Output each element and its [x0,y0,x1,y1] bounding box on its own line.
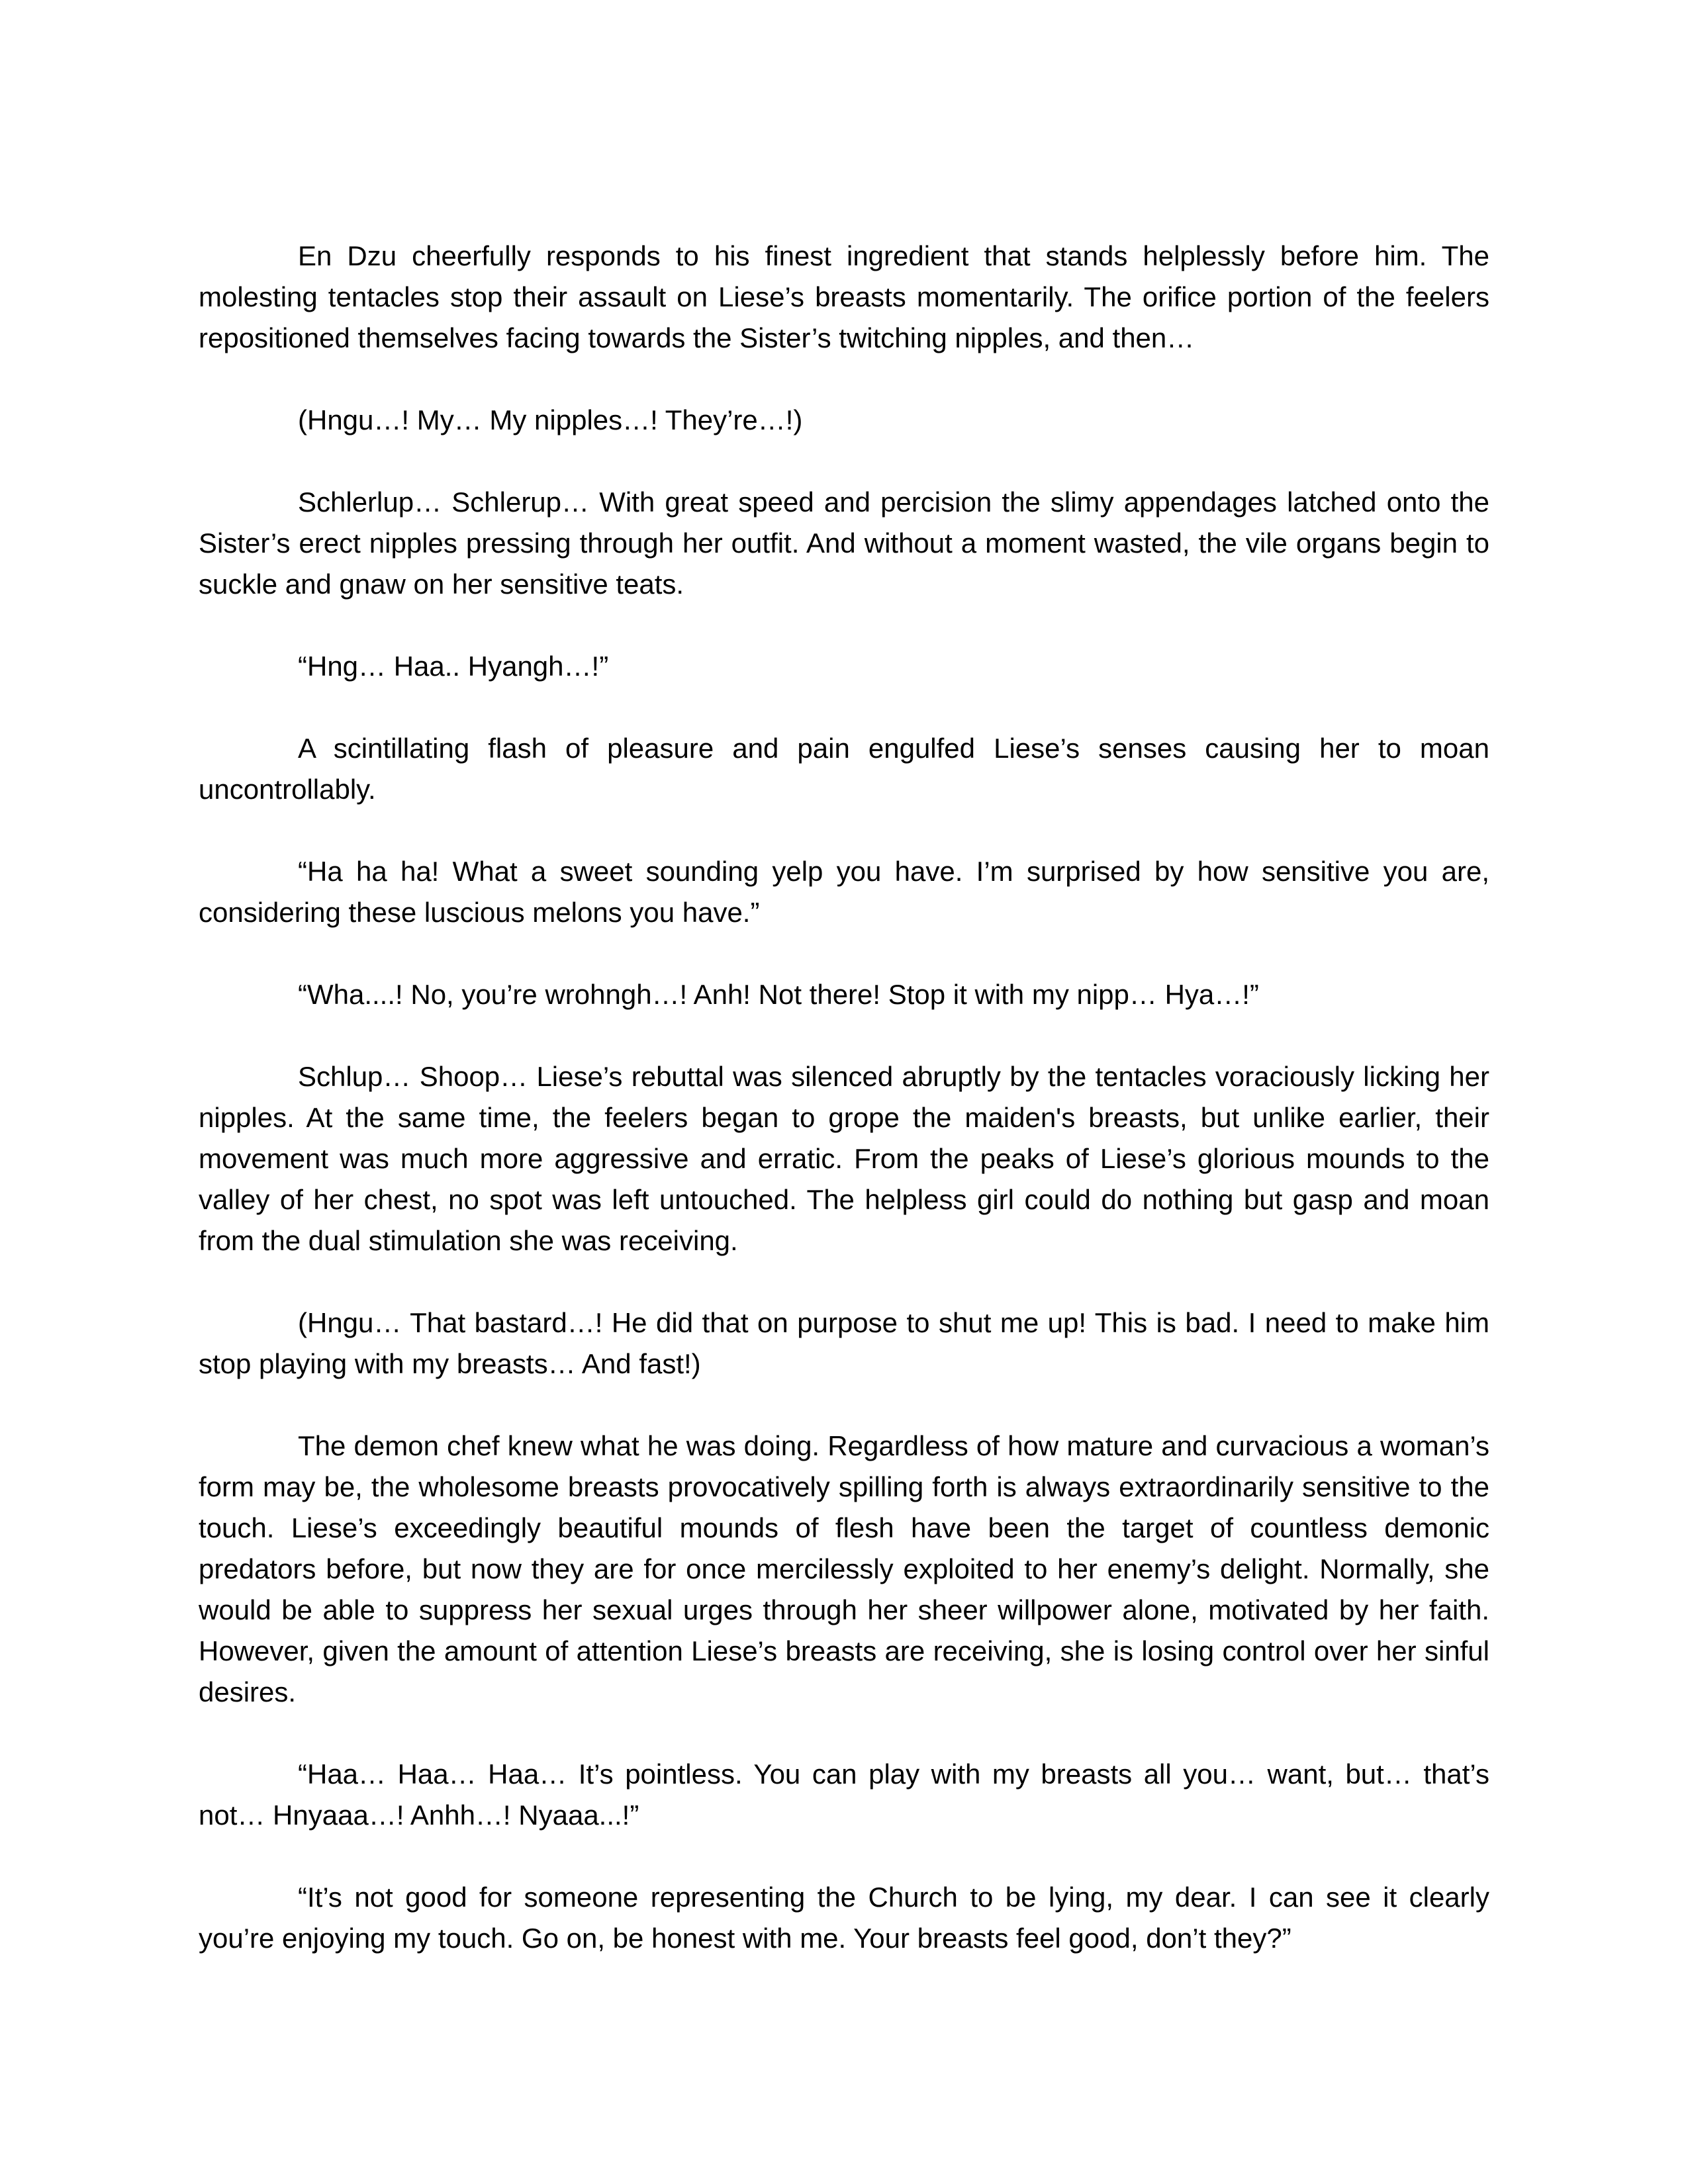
paragraph: Schlup… Shoop… Liese’s rebuttal was silenced abruptly by the tentacles voraciously licking her nipples. At the same time, the feelers began to grope the maiden's breasts, but unlike earlier, their movement was much more aggressive and erratic. From the peaks of Liese’s glorious mounds to the valley of her chest, no spot was left untouched. The helpless girl could do nothing but gasp and moan from the dual stimulation she was receiving. [199,1061,1489,1256]
paragraph: “It’s not good for someone representing the Church to be lying, my dear. I can see it clearly you’re enjoying my touch. Go on, be honest with me. Your breasts feel good, don’t they?” [199,1882,1489,1954]
paragraph: “Ha ha ha! What a sweet sounding yelp you have. I’m surprised by how sensitive you are, considering these luscious melons you have.” [199,856,1489,928]
paragraph: The demon chef knew what he was doing. Regardless of how mature and curvacious a woman’s form may be, the wholesome breasts provocatively spilling forth is always extraordinarily sensitive to the touch. Liese’s exceedingly beautiful mounds of flesh have been the target of countless demonic predators before, but now they are for once mercilessly exploited to her enemy’s delight. Normally, she would be able to suppress her sexual urges through her sheer willpower alone, motivated by her faith. However, given the amount of attention Liese’s breasts are receiving, she is losing control over her sinful desires. [199,1430,1489,1707]
paragraph: “Hng… Haa.. Hyangh…!” [298,651,609,682]
paragraph: “Haa… Haa… Haa… It’s pointless. You can play with my breasts all you… want, but… that’s not… Hnyaaa…! Anhh…! Nyaaa...!” [199,1758,1489,1831]
paragraph: Schlerlup… Schlerup… With great speed and percision the slimy appendages latched onto the Sister’s erect nipples pressing through her outfit. And without a moment wasted, the vile organs begin to suckle and gnaw on her sensitive teats. [199,486,1489,600]
document-text-block [199,236,1489,1959]
paragraph: A scintillating flash of pleasure and pain engulfed Liese’s senses causing her to moan uncontrollably. [199,733,1489,805]
paragraph: En Dzu cheerfully responds to his finest ingredient that stands helplessly before him. The molesting tentacles stop their assault on Liese’s breasts momentarily. The orifice portion of the feelers repositioned themselves facing towards the Sister’s twitching nipples, and then… [199,240,1489,353]
paragraph: (Hngu… That bastard…! He did that on purpose to shut me up! This is bad. I need to make him stop playing with my breasts… And fast!) [199,1307,1489,1379]
paragraph: (Hngu…! My… My nipples…! They’re…!) [298,404,803,435]
paragraph: “Wha....! No, you’re wrohngh…! Anh! Not there! Stop it with my nipp… Hya…!” [298,979,1259,1010]
